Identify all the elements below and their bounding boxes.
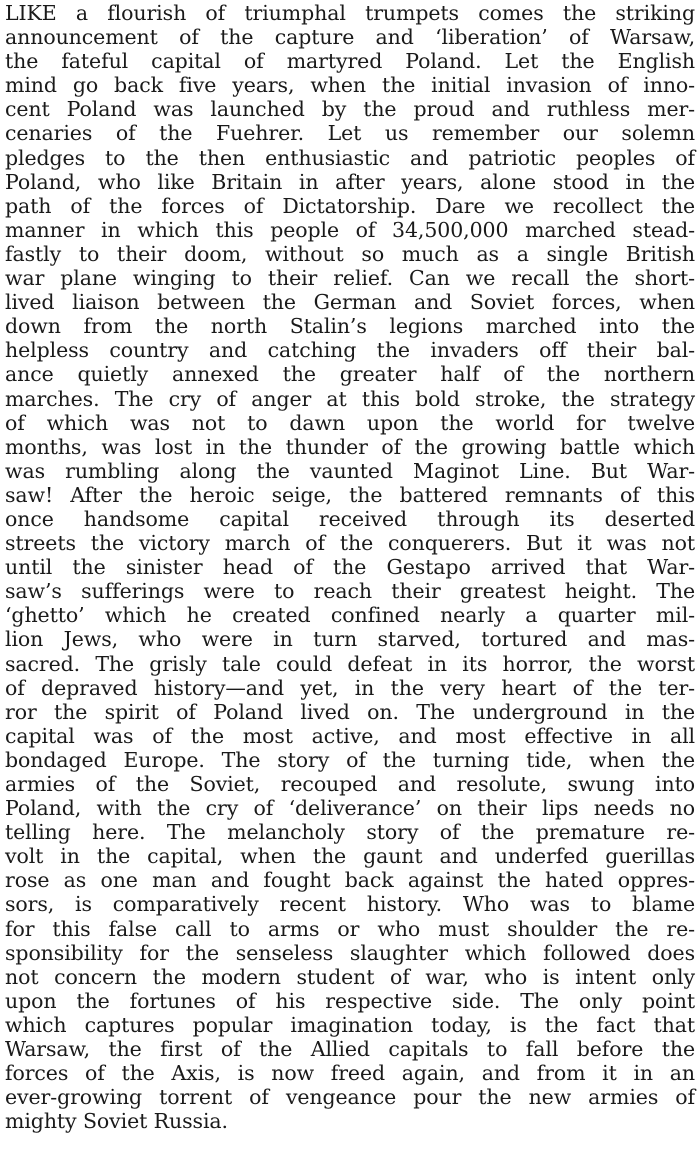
text-line: armies of the Soviet, recouped and resolute, swung into: [5, 772, 695, 796]
text-line: streets the victory march of the conquerers. But it was not: [5, 531, 695, 556]
text-line: of which was not to dawn upon the world for twelve: [5, 410, 695, 435]
text-line: mighty Soviet Russia.: [5, 1109, 228, 1134]
text-line: marches. The cry of anger at this bold stroke, the strategy: [5, 386, 695, 411]
text-line: mind go back five years, when the initial invasion of inno-: [5, 73, 695, 98]
text-line: ever-growing torrent of vengeance pour the new armies of: [5, 1085, 695, 1110]
text-line: path of the forces of Dictatorship. Dare we recollect the: [5, 193, 695, 218]
text-line: ‘ghetto’ which he created confined nearly a quarter mil-: [5, 603, 695, 628]
text-line: bondaged Europe. The story of the turning tide, when the: [5, 747, 695, 772]
text-line: ance quietly annexed the greater half of the northern: [5, 362, 695, 387]
text-line: which captures popular imagination today, is the fact that: [5, 1012, 695, 1037]
article-body: [5, 1, 695, 1133]
text-line: sacred. The grisly tale could defeat in its horror, the worst: [5, 651, 695, 676]
text-line: fastly to their doom, without so much as a single British: [5, 241, 695, 266]
text-line: months, was lost in the thunder of the growing battle which: [5, 434, 695, 459]
text-line: saw! After the heroic seige, the battered remnants of this: [5, 482, 695, 507]
text-line: sors, is comparatively recent history. Who was to blame: [5, 892, 695, 917]
text-line: ror the spirit of Poland lived on. The underground in the: [5, 699, 695, 724]
text-line: cenaries of the Fuehrer. Let us remember our solemn: [5, 121, 695, 146]
text-line: volt in the capital, when the gaunt and underfed guerillas: [5, 844, 695, 869]
text-line: was rumbling along the vaunted Maginot Line. But War-: [5, 458, 695, 483]
text-line: down from the north Stalin’s legions marched into the: [5, 314, 695, 339]
text-line: once handsome capital received through its deserted: [5, 506, 695, 531]
text-line: of depraved history—and yet, in the very heart of the ter-: [5, 675, 695, 700]
text-line: telling here. The melancholy story of the premature re-: [5, 820, 695, 845]
text-line: not concern the modern student of war, who is intent only: [5, 964, 695, 989]
text-line: upon the fortunes of his respective side. The only point: [5, 988, 695, 1013]
text-line: sponsibility for the senseless slaughter which followed does: [5, 940, 695, 965]
text-line: saw’s sufferings were to reach their greatest height. The: [5, 579, 695, 604]
text-line: war plane winging to their relief. Can we recall the short-: [5, 266, 695, 291]
text-line: manner in which this people of 34,500,000 marched stead-: [5, 217, 695, 242]
text-line: capital was of the most active, and most effective in all: [5, 723, 695, 748]
text-line: Poland, who like Britain in after years, alone stood in the: [5, 169, 695, 194]
text-line: lion Jews, who were in turn starved, tortured and mas-: [5, 627, 695, 652]
text-line: rose as one man and fought back against the hated oppres-: [5, 868, 695, 893]
text-line: announcement of the capture and ‘liberation’ of Warsaw,: [5, 25, 695, 50]
text-line: helpless country and catching the invaders off their bal-: [5, 338, 695, 363]
text-line: lived liaison between the German and Soviet forces, when: [5, 290, 695, 315]
text-line: Warsaw, the first of the Allied capitals to fall before the: [5, 1037, 695, 1062]
text-line: pledges to the then enthusiastic and patriotic peoples of: [5, 145, 695, 170]
text-line: cent Poland was launched by the proud and ruthless mer-: [5, 97, 695, 122]
text-line: LIKE a flourish of triumphal trumpets comes the striking: [5, 1, 695, 25]
text-line: until the sinister head of the Gestapo arrived that War-: [5, 555, 695, 580]
text-line: the fateful capital of martyred Poland. Let the English: [5, 49, 695, 74]
text-line: Poland, with the cry of ‘deliverance’ on their lips needs no: [5, 796, 695, 821]
text-line: for this false call to arms or who must shoulder the re-: [5, 916, 695, 941]
text-line: forces of the Axis, is now freed again, and from it in an: [5, 1061, 695, 1086]
